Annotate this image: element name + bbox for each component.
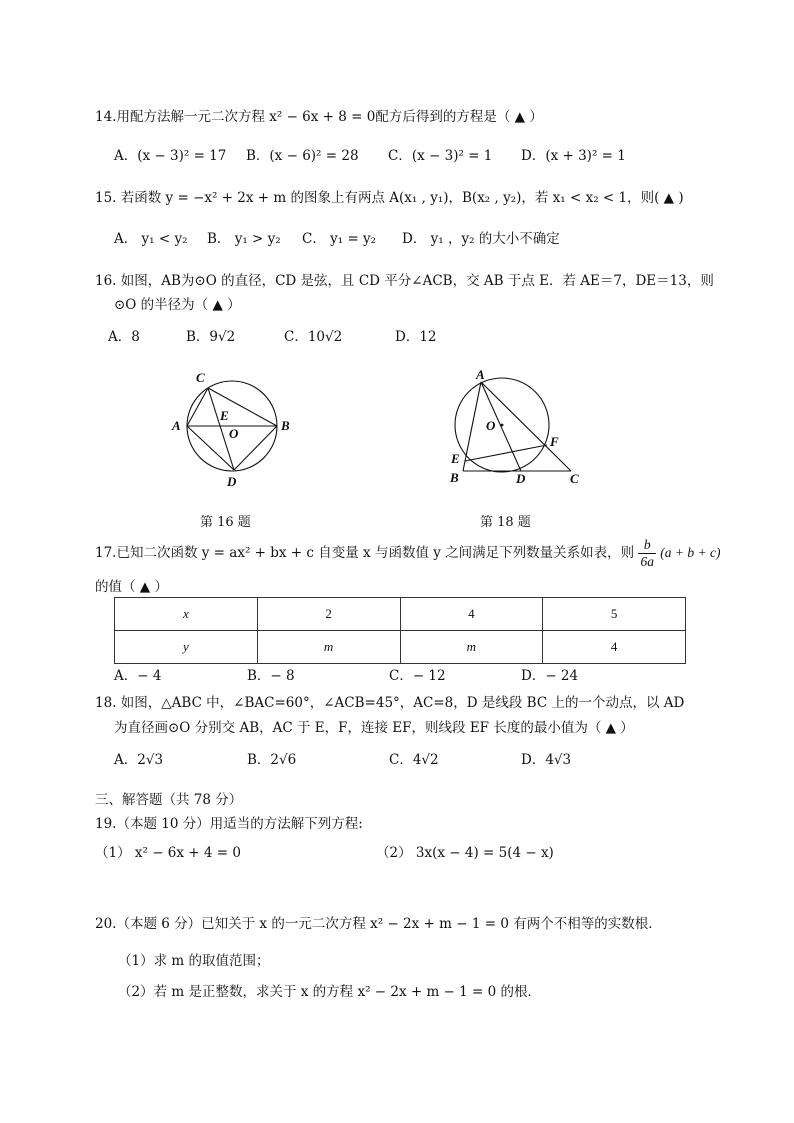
q17-value-table bbox=[114, 597, 686, 664]
q17-fraction bbox=[638, 537, 656, 570]
figure-16 bbox=[166, 366, 306, 491]
table-cell: y bbox=[115, 631, 258, 664]
table-cell: 4 bbox=[543, 631, 686, 664]
fig18-label-c: C bbox=[570, 471, 579, 486]
q16-option-c: C．10√2 bbox=[284, 329, 343, 345]
q16-stem-line2: ⊙O 的半径为（ ▲ ） bbox=[114, 297, 241, 313]
q16-stem-line1: 16. 如图，AB为⊙O 的直径，CD 是弦，且 CD 平分∠ACB，交 AB 于点 E．若 AE＝7，DE＝13，则 bbox=[95, 273, 714, 289]
q18-option-d: D．4√3 bbox=[521, 752, 572, 768]
section-heading: 三、解答题（共 78 分） bbox=[95, 792, 243, 808]
q18-option-b: B．2√6 bbox=[247, 752, 297, 768]
q17-option-a: A．− 4 bbox=[114, 668, 162, 684]
fig16-label-c: C bbox=[196, 370, 205, 385]
q17-stem-text: 17.已知二次函数 y = ax² + bx + c 自变量 x 与函数值 y 之间满足下列数量关系如表，则 bbox=[95, 545, 635, 561]
q17-option-c: C．− 12 bbox=[389, 668, 446, 684]
q15-option-c: C． y₁ = y₂ bbox=[302, 231, 377, 247]
q17-option-d: D．− 24 bbox=[521, 668, 579, 684]
q19-part1: （1） x² − 6x + 4 = 0 bbox=[95, 845, 241, 861]
fig16-label-e: E bbox=[220, 408, 229, 423]
q17-stem-line2: 的值（ ▲ ） bbox=[95, 579, 168, 595]
q15-option-d: D． y₁ ，y₂ 的大小不确定 bbox=[402, 231, 560, 247]
fig18-label-b: B bbox=[450, 470, 459, 485]
q17-stem-line1 bbox=[95, 535, 720, 571]
fig18-label-f: F bbox=[550, 434, 559, 449]
table-cell: m bbox=[257, 631, 400, 664]
fig18-label-e: E bbox=[451, 451, 460, 466]
q17-fraction-tail: (a + b + c) bbox=[660, 545, 721, 560]
q14-stem: 14.用配方法解一元二次方程 x² − 6x + 8 = 0配方后得到的方程是（ ▲ ） bbox=[95, 109, 543, 125]
fig18-center-dot bbox=[501, 424, 504, 427]
table-cell: m bbox=[400, 631, 543, 664]
q20-stem: 20.（本题 6 分）已知关于 x 的一元二次方程 x² − 2x + m − 1 = 0 有两个不相等的实数根． bbox=[95, 916, 662, 932]
fig18-label-o: O bbox=[486, 418, 496, 433]
figure-18 bbox=[444, 364, 594, 489]
q16-option-b: B．9√2 bbox=[186, 329, 236, 345]
fig18-label-d: D bbox=[516, 471, 526, 486]
q19-part2: （2） 3x(x − 4) = 5(4 − x) bbox=[376, 845, 554, 861]
q15-stem: 15. 若函数 y = −x² + 2x + m 的图象上有两点 A(x₁ , y₁)，B(x₂ , y₂)，若 x₁ < x₂ < 1，则( ▲ ) bbox=[95, 190, 684, 206]
q14-option-a: A．(x − 3)² = 17 bbox=[114, 148, 227, 164]
q18-stem-line1: 18. 如图，△ABC 中，∠BAC=60°，∠ACB=45°，AC=8，D 是线段 BC 上的一个动点，以 AD bbox=[95, 695, 685, 711]
fig16-caption: 第 16 题 bbox=[200, 515, 251, 530]
q16-option-a: A．8 bbox=[108, 329, 140, 345]
table-row bbox=[115, 631, 686, 664]
q14-option-c: C．(x − 3)² = 1 bbox=[388, 148, 493, 164]
q17-option-b: B．− 8 bbox=[247, 668, 295, 684]
fig18-caption: 第 18 题 bbox=[480, 515, 531, 530]
q19-stem: 19.（本题 10 分）用适当的方法解下列方程: bbox=[95, 816, 363, 832]
q14-option-d: D．(x + 3)² = 1 bbox=[521, 148, 626, 164]
q18-stem-line2: 为直径画⊙O 分别交 AB，AC 于 E，F，连接 EF，则线段 EF 长度的最小值为（ ▲ ） bbox=[114, 720, 634, 736]
fig16-label-d: D bbox=[227, 474, 237, 489]
fig18-label-a: A bbox=[476, 367, 485, 382]
q18-option-a: A．2√3 bbox=[114, 752, 164, 768]
table-row bbox=[115, 598, 686, 631]
q17-fraction-denominator: 6a bbox=[640, 554, 654, 569]
fig16-label-a: A bbox=[172, 418, 181, 433]
fig16-label-o: O bbox=[229, 426, 239, 441]
q17-fraction-numerator: b bbox=[638, 537, 656, 554]
table-cell: 4 bbox=[400, 598, 543, 631]
q18-option-c: C．4√2 bbox=[389, 752, 439, 768]
fig16-segment-ac bbox=[187, 388, 208, 426]
q16-option-d: D．12 bbox=[395, 329, 437, 345]
table-cell: 2 bbox=[257, 598, 400, 631]
q15-option-b: B． y₁ > y₂ bbox=[207, 231, 281, 247]
table-cell: x bbox=[115, 598, 258, 631]
q20-part1: （1）求 m 的取值范围； bbox=[118, 953, 270, 969]
q15-option-a: A． y₁ < y₂ bbox=[114, 231, 188, 247]
q20-part2: （2）若 m 是正整数，求关于 x 的方程 x² − 2x + m − 1 = 0 的根． bbox=[118, 984, 542, 1000]
fig16-label-b: B bbox=[281, 418, 290, 433]
table-cell: 5 bbox=[543, 598, 686, 631]
fig16-segment-db bbox=[234, 426, 277, 470]
q14-option-b: B．(x − 6)² = 28 bbox=[246, 148, 359, 164]
